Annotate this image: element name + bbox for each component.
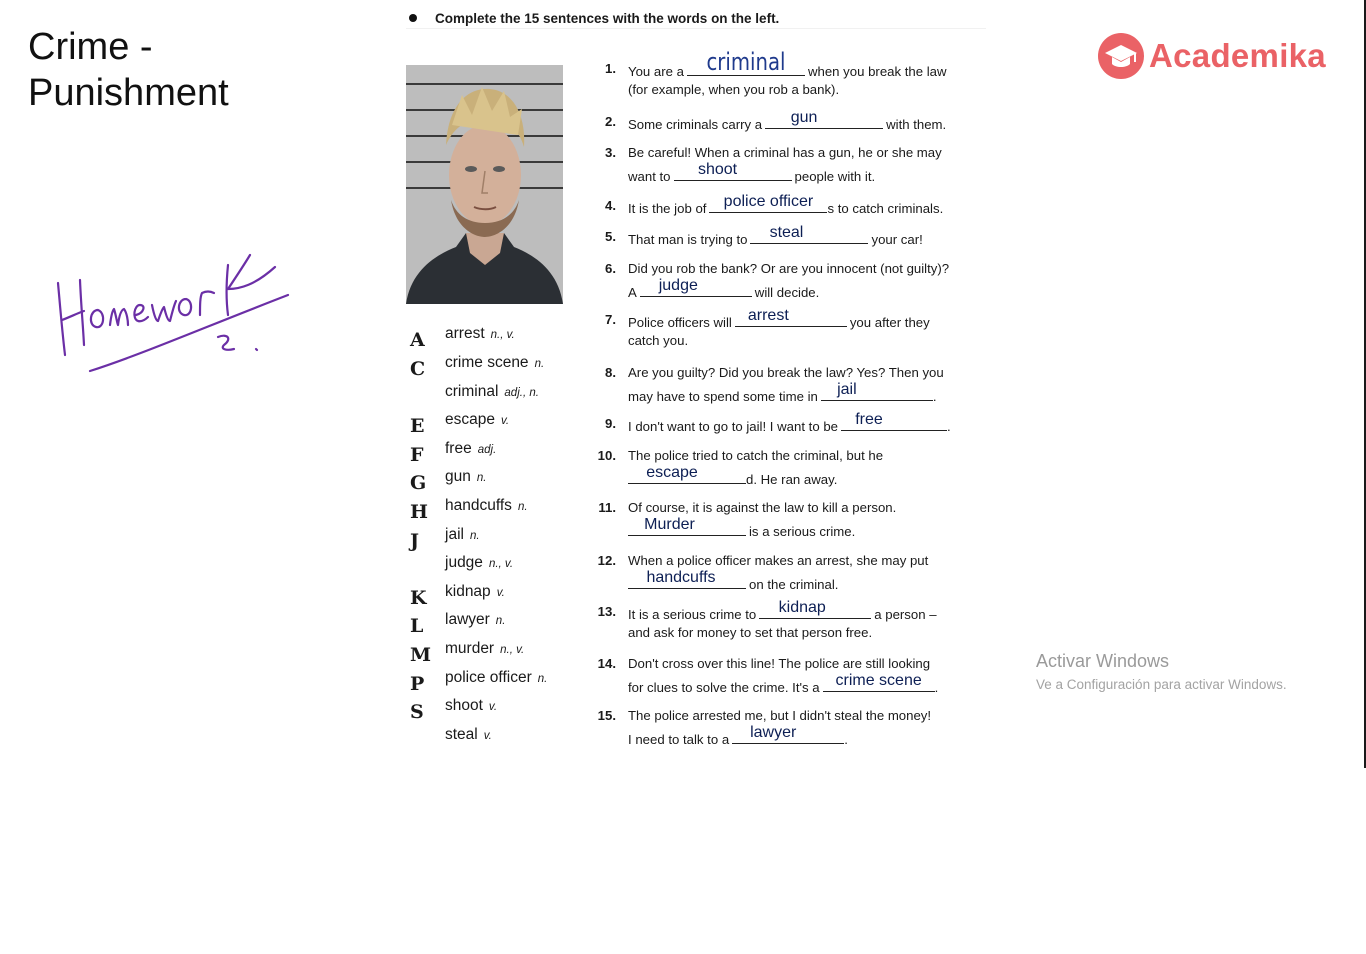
question-number: 5. [605, 229, 616, 244]
question-text: with them. [886, 117, 947, 132]
word-letter: M [410, 644, 432, 666]
word: escape [445, 411, 495, 428]
word: criminal [445, 383, 499, 400]
word-letter: L [410, 615, 424, 637]
word-item [410, 354, 580, 378]
word-letter: E [410, 415, 425, 437]
word-letter: C [410, 358, 426, 380]
question-text: when you break the law [807, 64, 947, 79]
part-of-speech: adj. [477, 444, 497, 456]
question-text: When a police officer makes an arrest, she may put [628, 553, 929, 568]
question-text: That man is trying to [628, 232, 748, 247]
answer-text: criminal [706, 48, 786, 76]
word-item [410, 383, 580, 407]
answer-text: crime scene [835, 672, 922, 689]
word-letter: J [410, 530, 419, 552]
answer-text: Murder [644, 516, 695, 533]
word-text [445, 611, 505, 629]
question-text: and ask for money to set that person free. [628, 625, 873, 640]
question-number: 1. [605, 61, 616, 76]
answer-text: arrest [747, 307, 789, 324]
word-item [410, 554, 580, 578]
part-of-speech: n. [517, 501, 528, 513]
word-text [445, 554, 513, 572]
word: lawyer [445, 611, 490, 628]
question-text: You are a [628, 64, 684, 79]
answer-text: gun [790, 109, 818, 126]
word: jail [445, 526, 464, 543]
part-of-speech: n., v. [490, 329, 515, 341]
part-of-speech: v. [488, 701, 498, 713]
question-text: people with it. [794, 169, 876, 184]
answer-text: free [855, 411, 883, 428]
question-text: a person – [874, 607, 937, 622]
instruction-row [406, 8, 986, 29]
part-of-speech: adj., n. [504, 387, 539, 399]
word-item [410, 583, 580, 607]
question-text: will decide. [754, 285, 820, 300]
word: murder [445, 640, 495, 657]
word: kidnap [445, 583, 491, 600]
question-number: 11. [598, 500, 616, 515]
word: police officer [445, 669, 532, 686]
word-item [410, 497, 580, 521]
question-number: 2. [605, 114, 616, 129]
question-text: The police tried to catch the criminal, but he [628, 448, 884, 463]
answer-blank[interactable] [628, 569, 746, 589]
answer-text: judge [658, 277, 698, 294]
word-item [410, 325, 580, 349]
question-text: (for example, when you rob a bank). [628, 82, 840, 97]
question-number: 13. [597, 604, 616, 619]
question-text: Did you rob the bank? Or are you innocent (not guilty)? [628, 261, 950, 276]
question-number: 9. [605, 416, 616, 431]
answer-blank[interactable] [841, 411, 947, 431]
question-text: Be careful! When a criminal has a gun, he or she may [628, 145, 942, 160]
word-text [445, 726, 492, 744]
word-text [445, 354, 544, 372]
question-number: 14. [597, 656, 616, 671]
answer-blank[interactable] [628, 516, 746, 536]
answer-blank[interactable] [765, 109, 883, 129]
answer-text: kidnap [778, 599, 826, 616]
question-text: s to catch criminals. [827, 201, 944, 216]
question-text: I need to talk to a [628, 732, 730, 747]
word: handcuffs [445, 497, 512, 514]
question-text: . [932, 389, 937, 404]
question-text: Police officers will [628, 315, 732, 330]
handwritten-homework-annotation [50, 225, 300, 385]
question-text: . [946, 419, 951, 434]
question-number: 8. [605, 365, 616, 380]
part-of-speech: v. [483, 730, 492, 742]
word: steal [445, 726, 478, 743]
answer-text: jail [837, 381, 857, 398]
question-number: 7. [605, 312, 616, 327]
word-text [445, 383, 539, 401]
question-number: 3. [605, 145, 616, 160]
answer-blank[interactable] [750, 224, 868, 244]
word-item [410, 468, 580, 492]
word-item [410, 411, 580, 435]
word-item [410, 726, 580, 750]
word-item [410, 440, 580, 464]
word-item [410, 640, 580, 664]
question-text: . [844, 732, 848, 747]
answer-text: police officer [723, 193, 814, 210]
part-of-speech: n., v. [500, 644, 525, 656]
word-text [445, 583, 505, 601]
question-number: 12. [597, 553, 616, 568]
word-item [410, 611, 580, 635]
question-text: your car! [871, 232, 923, 247]
question-text: for clues to solve the crime. It's a [628, 680, 820, 695]
word-text [445, 411, 509, 429]
word-text [445, 640, 524, 658]
word-letter: G [410, 472, 427, 494]
answer-text: handcuffs [646, 569, 716, 586]
question-text: may have to spend some time in [628, 389, 818, 404]
part-of-speech: n., v. [488, 558, 514, 570]
word-letter: A [410, 329, 425, 351]
answer-blank[interactable] [735, 307, 847, 327]
part-of-speech: n. [534, 358, 545, 370]
question-text: Of course, it is against the law to kill a person. [628, 500, 897, 515]
question-text: Don't cross over this line! The police are still looking [628, 656, 931, 671]
word: shoot [445, 697, 483, 714]
word-item [410, 669, 580, 693]
academika-logo [1097, 32, 1326, 80]
word: free [445, 440, 472, 457]
question-line [628, 48, 947, 79]
answer-blank[interactable] [709, 193, 827, 213]
part-of-speech: v. [500, 415, 510, 427]
word-item [410, 526, 580, 550]
part-of-speech: v. [496, 587, 505, 599]
word-text [445, 697, 497, 715]
graduation-cap-icon [1097, 32, 1145, 80]
answer-blank[interactable] [674, 161, 792, 181]
question-text: d. He ran away. [746, 472, 838, 487]
word: judge [445, 554, 483, 571]
word: crime scene [445, 354, 529, 371]
word-text [445, 440, 496, 458]
answer-blank[interactable] [732, 724, 844, 744]
title-line-1: Crime - [28, 26, 153, 68]
answer-text: lawyer [750, 724, 797, 741]
word-text [445, 497, 528, 515]
answer-text: escape [646, 464, 698, 481]
activation-subtitle: Ve a Configuración para activar Windows. [1036, 677, 1287, 692]
question-text: Some criminals carry a [628, 117, 763, 132]
question-text: A [628, 285, 637, 300]
word-letter: K [410, 587, 427, 609]
question-text: I don't want to go to jail! I want to be [628, 419, 838, 434]
logo-text: Academika [1149, 37, 1326, 74]
word: gun [445, 468, 471, 485]
word-text [445, 669, 547, 687]
word-item [410, 697, 580, 721]
question-number: 4. [605, 198, 616, 213]
word: arrest [445, 325, 485, 342]
question-text: on the criminal. [749, 577, 839, 592]
question-text: It is the job of [628, 201, 707, 216]
word-text [445, 468, 486, 486]
part-of-speech: n. [476, 472, 487, 484]
question-number: 15. [597, 708, 616, 723]
answer-text: steal [769, 224, 804, 241]
title-line-2: Punishment [28, 72, 229, 114]
word-letter: H [410, 501, 428, 523]
question-text: you after they [849, 315, 930, 330]
answer-blank[interactable] [821, 381, 933, 401]
question-text: Are you guilty? Did you break the law? Yes? Then you [628, 365, 944, 380]
question-text: The police arrested me, but I didn't steal the money! [628, 708, 932, 723]
word-letter: P [410, 673, 425, 695]
answer-blank[interactable] [687, 48, 805, 76]
word-text [445, 325, 515, 343]
word-text [445, 526, 480, 544]
word-letter: S [410, 701, 424, 723]
word-letter: F [410, 444, 424, 466]
answer-blank[interactable] [823, 672, 935, 692]
question-number: 10. [597, 448, 616, 463]
question-number: 6. [605, 261, 616, 276]
question-text: . [934, 680, 939, 695]
answer-blank[interactable] [759, 599, 871, 619]
part-of-speech: n. [469, 530, 480, 542]
answer-blank[interactable] [628, 464, 746, 484]
answer-blank[interactable] [640, 277, 752, 297]
activation-title: Activar Windows [1036, 651, 1170, 671]
page-title [28, 24, 229, 116]
bullet-icon [409, 14, 417, 22]
part-of-speech: n. [495, 615, 506, 627]
question-text: is a serious crime. [749, 524, 856, 539]
instruction-text: Complete the 15 sentences with the words on the left. [435, 10, 780, 26]
mugshot-photo [406, 65, 563, 304]
answer-text: shoot [697, 161, 738, 178]
question-text: catch you. [628, 333, 689, 348]
question-text: want to [628, 169, 671, 184]
part-of-speech: n. [537, 673, 548, 685]
question-text: It is a serious crime to [628, 607, 757, 622]
